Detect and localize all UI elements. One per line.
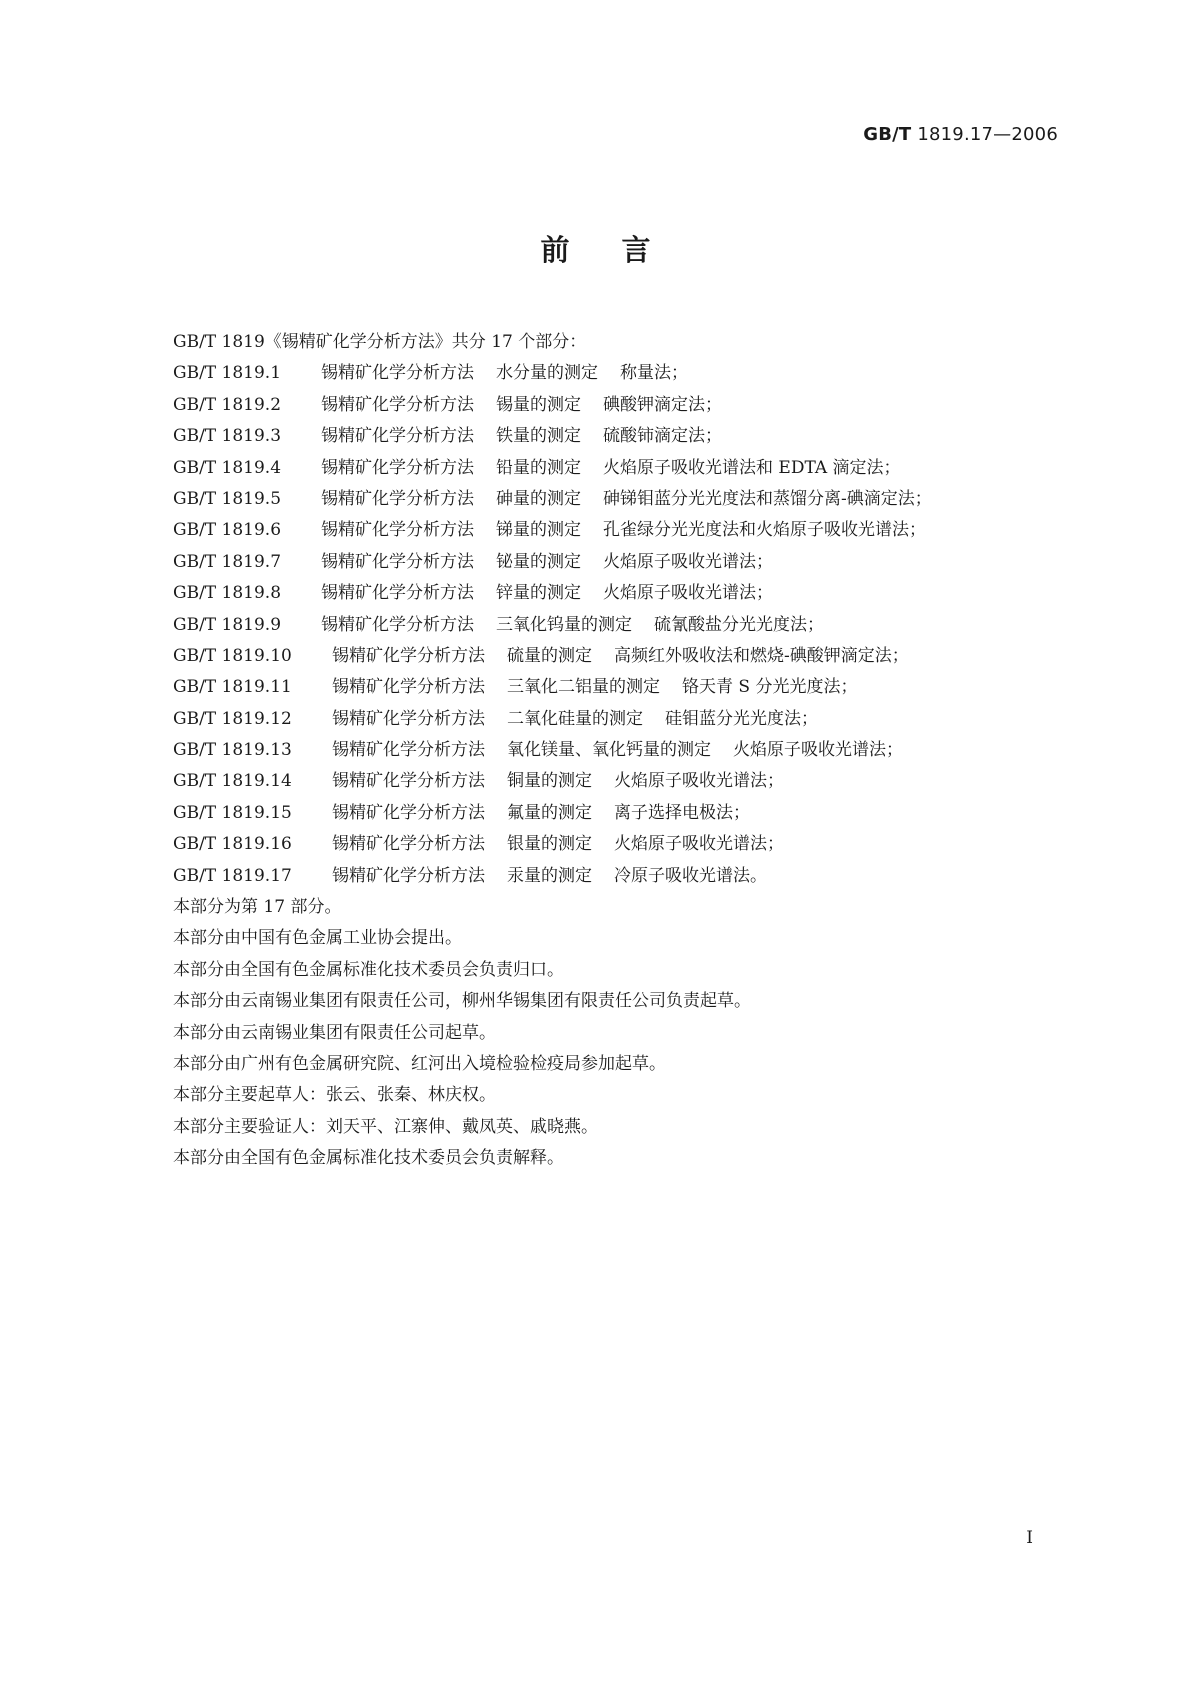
part-item	[173, 358, 1073, 389]
note-line: 本部分由全国有色金属标准化技术委员会负责解释。	[173, 1148, 564, 1169]
note-line: 本部分由广州有色金属研究院、红河出入境检验检疫局参加起草。	[173, 1053, 666, 1074]
part-item	[173, 829, 1073, 860]
document-code-prefix: GB/T	[863, 124, 912, 145]
page-number: I	[1026, 1528, 1033, 1548]
part-item	[173, 735, 1073, 766]
part-title: 锡精矿化学分析方法	[332, 802, 485, 823]
part-analyte: 氟量的测定	[507, 802, 592, 823]
part-method: 硫酸铈滴定法；	[603, 426, 722, 447]
part-item	[173, 484, 1073, 515]
part-title: 锡精矿化学分析方法	[321, 457, 474, 478]
part-analyte: 硫量的测定	[507, 645, 592, 666]
part-method: 离子选择电极法；	[614, 802, 750, 823]
page-title: 前言	[540, 233, 703, 267]
note-line: 本部分由全国有色金属标准化技术委员会负责归口。	[173, 959, 564, 980]
part-analyte: 铅量的测定	[496, 457, 581, 478]
part-title: 锡精矿化学分析方法	[321, 551, 474, 572]
part-method: 火焰原子吸收光谱法；	[603, 583, 773, 604]
part-number: GB/T 1819.12	[173, 708, 292, 729]
part-analyte: 锑量的测定	[496, 520, 581, 541]
part-number: GB/T 1819.10	[173, 645, 292, 666]
document-code	[863, 124, 1058, 145]
part-analyte: 砷量的测定	[496, 488, 581, 509]
note-line: 本部分由中国有色金属工业协会提出。	[173, 928, 462, 949]
note-line: 本部分主要起草人：张云、张秦、林庆权。	[173, 1085, 496, 1106]
part-title: 锡精矿化学分析方法	[332, 771, 485, 792]
part-analyte: 三氧化钨量的测定	[496, 614, 632, 635]
part-item	[173, 704, 1073, 735]
part-method: 砷锑钼蓝分光光度法和蒸馏分离-碘滴定法；	[603, 488, 932, 509]
part-method: 火焰原子吸收光谱法；	[614, 771, 784, 792]
part-title: 锡精矿化学分析方法	[321, 583, 474, 604]
intro-line: GB/T 1819《锡精矿化学分析方法》共分 17 个部分：	[173, 332, 587, 352]
part-number: GB/T 1819.6	[173, 520, 282, 541]
part-number: GB/T 1819.13	[173, 740, 292, 761]
part-number: GB/T 1819.4	[173, 457, 282, 478]
part-analyte: 汞量的测定	[507, 865, 592, 886]
part-number: GB/T 1819.9	[173, 614, 282, 635]
part-analyte: 铋量的测定	[496, 551, 581, 572]
note-line: 本部分由云南锡业集团有限责任公司起草。	[173, 1022, 496, 1043]
part-analyte: 水分量的测定	[496, 363, 598, 384]
part-title: 锡精矿化学分析方法	[321, 363, 474, 384]
part-number: GB/T 1819.16	[173, 834, 292, 855]
part-analyte: 银量的测定	[507, 834, 592, 855]
part-method: 火焰原子吸收光谱法；	[733, 740, 903, 761]
part-title: 锡精矿化学分析方法	[332, 834, 485, 855]
part-item	[173, 641, 1073, 672]
part-analyte: 锌量的测定	[496, 583, 581, 604]
part-item	[173, 610, 1073, 641]
part-method: 铬天青 S 分光光度法；	[682, 677, 858, 698]
part-item	[173, 390, 1073, 421]
foreword-body	[173, 327, 1073, 1175]
part-number: GB/T 1819.11	[173, 677, 292, 698]
part-item	[173, 578, 1073, 609]
part-item	[173, 547, 1073, 578]
note-line: 本部分为第 17 部分。	[173, 897, 342, 918]
part-analyte: 锡量的测定	[496, 394, 581, 415]
part-number: GB/T 1819.1	[173, 363, 282, 384]
part-number: GB/T 1819.7	[173, 551, 282, 572]
part-item	[173, 766, 1073, 797]
part-item	[173, 515, 1073, 546]
part-analyte: 三氧化二铝量的测定	[507, 677, 660, 698]
document-code-number: 1819.17—2006	[911, 124, 1058, 145]
part-method: 称量法；	[620, 363, 688, 384]
note-line: 本部分由云南锡业集团有限责任公司，柳州华锡集团有限责任公司负责起草。	[173, 991, 751, 1012]
part-number: GB/T 1819.3	[173, 426, 282, 447]
part-method: 火焰原子吸收光谱法和 EDTA 滴定法；	[603, 457, 901, 478]
part-number: GB/T 1819.15	[173, 802, 292, 823]
part-analyte: 铜量的测定	[507, 771, 592, 792]
part-title: 锡精矿化学分析方法	[332, 865, 485, 886]
part-method: 火焰原子吸收光谱法；	[614, 834, 784, 855]
note-line: 本部分主要验证人：刘天平、江寨伸、戴凤英、戚晓燕。	[173, 1116, 598, 1137]
part-number: GB/T 1819.8	[173, 583, 282, 604]
part-item	[173, 672, 1073, 703]
part-item	[173, 453, 1073, 484]
part-item	[173, 798, 1073, 829]
part-method: 高频红外吸收法和燃烧-碘酸钾滴定法；	[614, 645, 909, 666]
part-title: 锡精矿化学分析方法	[332, 740, 485, 761]
part-title: 锡精矿化学分析方法	[321, 614, 474, 635]
part-number: GB/T 1819.2	[173, 394, 282, 415]
part-item	[173, 421, 1073, 452]
part-item	[173, 861, 1073, 892]
part-method: 火焰原子吸收光谱法；	[603, 551, 773, 572]
part-number: GB/T 1819.17	[173, 865, 292, 886]
part-method: 孔雀绿分光光度法和火焰原子吸收光谱法；	[603, 520, 926, 541]
part-number: GB/T 1819.5	[173, 488, 282, 509]
part-title: 锡精矿化学分析方法	[321, 520, 474, 541]
part-title: 锡精矿化学分析方法	[321, 488, 474, 509]
part-method: 碘酸钾滴定法；	[603, 394, 722, 415]
part-method: 冷原子吸收光谱法。	[614, 865, 767, 886]
part-title: 锡精矿化学分析方法	[321, 394, 474, 415]
part-title: 锡精矿化学分析方法	[332, 645, 485, 666]
part-number: GB/T 1819.14	[173, 771, 292, 792]
part-analyte: 氧化镁量、氧化钙量的测定	[507, 740, 711, 761]
part-title: 锡精矿化学分析方法	[332, 708, 485, 729]
part-method: 硅钼蓝分光光度法；	[665, 708, 818, 729]
part-analyte: 铁量的测定	[496, 426, 581, 447]
part-method: 硫氰酸盐分光光度法；	[654, 614, 824, 635]
part-analyte: 二氧化硅量的测定	[507, 708, 643, 729]
part-title: 锡精矿化学分析方法	[332, 677, 485, 698]
part-title: 锡精矿化学分析方法	[321, 426, 474, 447]
